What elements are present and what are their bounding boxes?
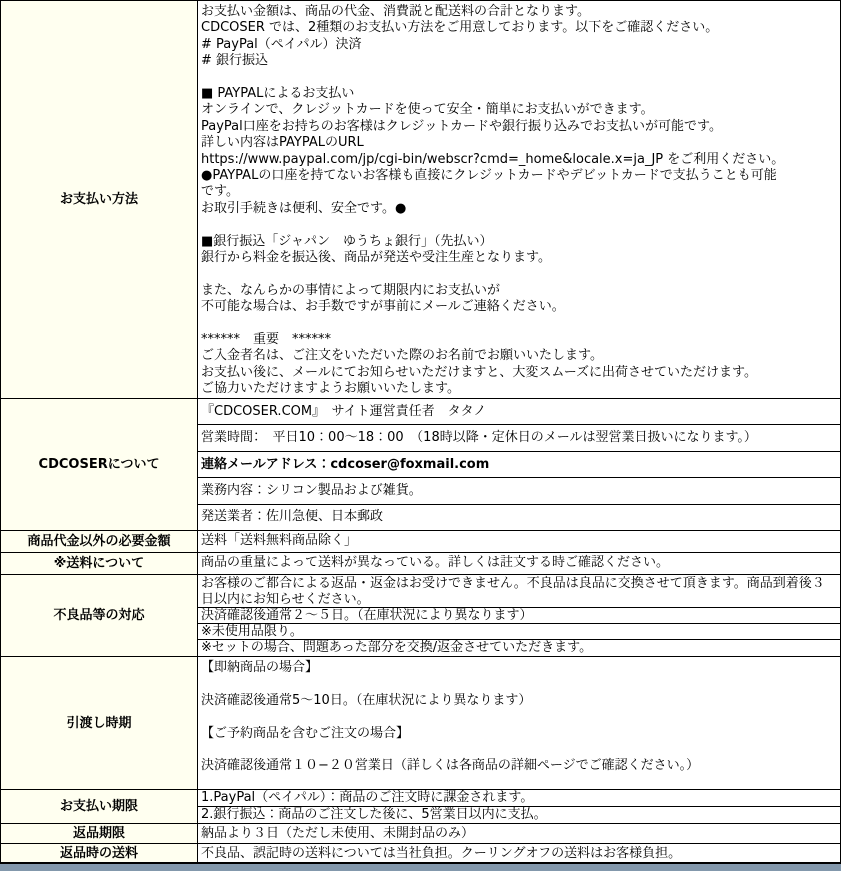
header-defective-items: 不良品等の対応 [1,575,198,656]
content-payment-method [198,1,840,398]
content-defective-items [198,575,840,656]
header-payment-deadline: お支払い期限 [1,790,198,823]
text-line [201,742,837,758]
preorder-case-title: 【ご予約商品を含むご注文の場合】 [201,725,410,741]
text-line [201,217,837,233]
content-return-shipping: 不良品、誤記時の送料については当社負担。クーリングオフの送料はお客様負担。 [201,846,682,861]
row-defective-items [1,575,840,657]
text-line: CDCOSER では、2種類のお支払い方法をご用意しております。以下をご確認ください。 [201,20,719,36]
header-payment-method: お支払い方法 [1,1,198,398]
header-return-shipping: 返品時の送料 [1,844,198,862]
unused-only-text: ※未使用品限り。 [198,624,840,640]
row-extra-fees [1,531,840,553]
text-line: ご入金者名は、ご注文をいただいた際のお名前でお願いいたします。 [201,348,603,364]
text-line: オンラインで、クレジットカードを使って安全・簡単にお支払いができます。 [201,102,654,118]
text-line [201,70,837,86]
header-delivery-time: 引渡し時期 [1,657,198,789]
bank-transfer-deadline-text: 2.銀行振込：商品のご注文した後に、5営業日以内に支払。 [201,807,547,822]
set-exchange-text: ※セットの場合、問題あった部分を交換/返金させていただきます。 [201,640,593,655]
row-about-cdcoser [1,399,840,531]
text-line: です。 [201,184,239,200]
text-line: ご協力いただけますようお願いいたします。 [201,381,460,397]
text-line: # PayPal（ペイパル）決済 [201,36,362,52]
header-return-deadline: 返品期限 [1,824,198,843]
business-hours-text: 営業時間： 平日10：00〜18：00 （18時以降・定休日のメールは翌営業日扱いになります。） [198,425,840,451]
paypal-deadline-text: 1.PayPal（ペイパル）：商品のご注文時に課金されます。 [198,790,840,807]
text-line [201,316,837,332]
in-stock-delivery-text: 決済確認後通常5〜10日。（在庫状況により異なります） [201,692,532,708]
contact-email-text: 連絡メールアドレス：cdcoser@foxmail.com [198,452,840,478]
text-line [201,709,837,725]
header-extra-fees: 商品代金以外の必要金額 [1,531,198,552]
exchange-period-text: 決済確認後通常２〜５日。（在庫状況により異なります） [198,608,840,624]
text-line [201,676,837,692]
text-line: ■銀行振込「ジャパン ゆうちょ銀行」（先払い） [201,233,493,249]
row-return-shipping [1,844,840,862]
row-shipping-note [1,553,840,575]
text-line: # 銀行振込 [201,53,269,69]
header-about-cdcoser: CDCOSERについて [1,399,198,530]
text-line: 詳しい内容はPAYPALのURL [201,135,364,151]
return-policy-text: お客様のご都合による返品・返金はお受けできません。不良品は良品に交換させて頂きます。商品到着後３日以内にお知らせください。 [198,575,840,608]
row-return-deadline [1,824,840,844]
content-extra-fees: 送料「送料無料商品除く」 [201,533,358,548]
content-about-cdcoser [198,399,840,530]
content-shipping-note: 商品の重量によって送料が異なっている。詳しくは註文する時ご確認ください。 [201,555,670,570]
in-stock-case-title: 【即納商品の場合】 [201,660,319,675]
shipping-carrier-text: 発送業者：佐川急便、日本郵政 [201,509,384,525]
preorder-delivery-text: 決済確認後通常１０−２０営業日（詳しくは各商品の詳細ページでご確認ください。） [201,758,700,774]
text-line: 不可能な場合は、お手数ですが事前にメールご連絡ください。 [201,299,565,315]
row-payment-deadline [1,790,840,824]
text-line: ■ PAYPALによるお支払い [201,86,355,102]
text-line: 銀行から料金を振込後、商品が発送や受注生産となります。 [201,250,551,266]
business-description-text: 業務内容：シリコン製品および雑貨。 [198,478,840,504]
text-line: お支払い金額は、商品の代金、消費説と配送料の合計となります。 [201,4,590,19]
text-line: お取引手続きは便利、安全です。● [201,200,407,216]
paypal-url-text: https://www.paypal.com/jp/cgi-bin/webscr?cmd=_home&locale.x=ja_JP をご利用ください。 [201,151,785,167]
text-line: また、なんらかの事情によって期限内にお支払いが [201,282,501,298]
text-line: PayPal口座をお持ちのお客様はクレジットカードや銀行振り込みでお支払いが可能です。 [201,118,722,134]
text-line: お支払い後に、メールにてお知らせいただけますと、大変スムーズに出荷させていただけます。 [201,364,758,380]
row-delivery-time [1,657,840,790]
row-payment-method [1,1,840,399]
text-line: ●PAYPALの口座を持てないお客様も直接にクレジットカードやデビットカードで支払うことも可能 [201,168,777,184]
text-line [201,266,837,282]
content-delivery-time [198,657,840,789]
site-operator-text: 『CDCOSER.COM』 サイト運営責任者 タタノ [198,399,840,425]
important-note-title: ****** 重要 ****** [201,332,332,348]
content-return-deadline: 納品より３日（ただし未使用、未開封品のみ） [201,826,475,841]
header-shipping-note: ※送料について [1,553,198,574]
content-payment-deadline [198,790,840,823]
